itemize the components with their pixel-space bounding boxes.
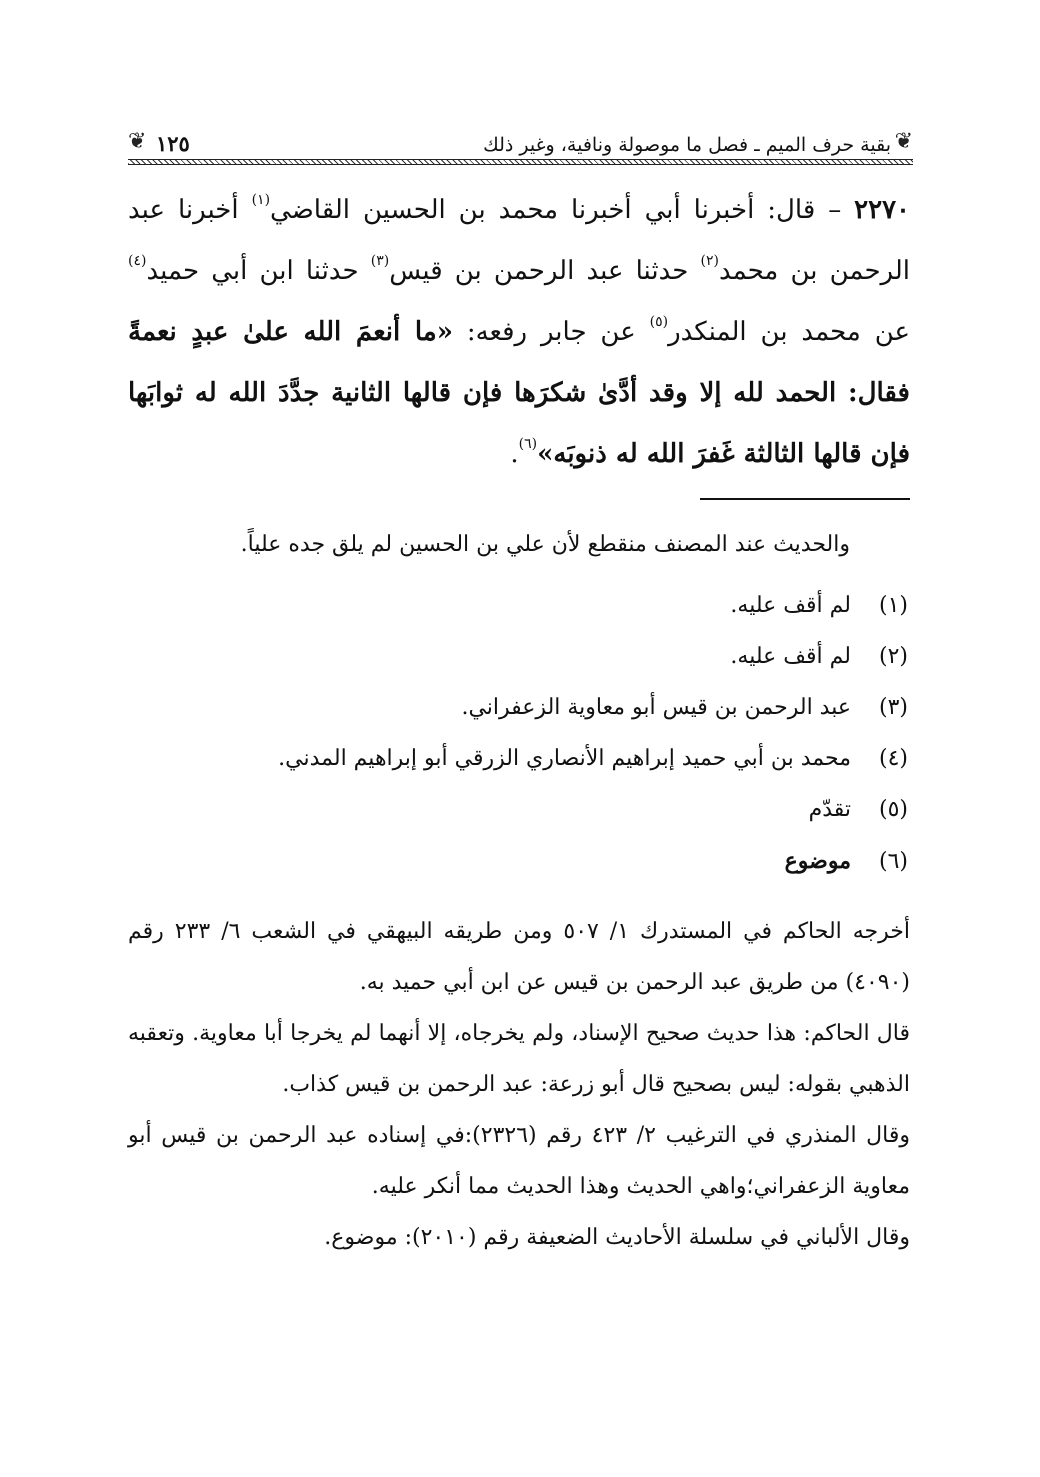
footnote-paragraph: وقال المنذري في الترغيب ٢/ ٤٢٣ رقم (٢٣٢٦):في إسناده عبد الرحمن بن قيس أبو معاوية الزعفراني؛واهي الحديث وهذا الحديث مما أنكر عليه. — [128, 1123, 911, 1199]
hadith-text — [128, 180, 910, 485]
footnote-text: محمد بن أبي حميد إبراهيم الأنصاري الزرقي أبو إبراهيم المدني. — [278, 746, 851, 771]
footnote-paragraph: أخرجه الحاكم في المستدرك ١/ ٥٠٧ ومن طريقه البيهقي في الشعب ٦/ ٢٣٣ رقم (٤٠٩٠) من طريق عبد الرحمن بن قيس عن ابن أبي حميد به. — [128, 919, 910, 995]
footnote-ref-3: (٣) — [370, 253, 390, 270]
footnote-ref-4: (٤) — [128, 253, 147, 270]
footnote-detail — [128, 906, 910, 1263]
hadith-dash: – — [815, 195, 855, 225]
footnote-list — [128, 584, 908, 890]
footnote-paragraph: قال الحاكم: هذا حديث صحيح الإسناد، ولم يخرجاه، إلا أنهما لم يخرجا أبا معاوية. وتعقبه الذهبي بقوله: ليس بصحيح قال أبو زرعة: عبد الرحمن بن قيس كذاب. — [128, 1021, 910, 1097]
page-number: ١٢٥ — [156, 131, 190, 156]
isnad-segment-5: عن محمد بن المنكدر — [668, 317, 910, 347]
isnad-segment-6: عن جابر رفعه: — [452, 317, 650, 347]
footnote-number: (٣) — [878, 695, 908, 720]
footnote-item — [128, 788, 908, 839]
hadith-number: ٢٢٧٠ — [854, 195, 911, 225]
footnote-ref-5: (٥) — [649, 314, 669, 331]
footnote-ref-1: (١) — [251, 192, 271, 209]
isnad-segment-2: أخبرنا عبد الرحمن بن محمد — [128, 195, 911, 286]
footnote-text: موضوع — [784, 848, 851, 874]
footnote-number: (٢) — [878, 644, 908, 669]
footnote-ref-6: (٦) — [518, 436, 538, 453]
footnote-number: (٥) — [878, 797, 908, 822]
hadith-end: . — [510, 439, 519, 469]
footnote-item — [128, 686, 908, 737]
isnad-segment-3: حدثنا عبد الرحمن بن قيس — [389, 256, 701, 286]
footnote-separator — [700, 498, 910, 500]
footnote-text: لم أقف عليه. — [730, 593, 851, 618]
footnote-number: (٤) — [878, 746, 908, 771]
footnote-paragraph: وقال الألباني في سلسلة الأحاديث الضعيفة رقم (٢٠١٠): موضوع. — [324, 1225, 910, 1250]
footnote-item — [128, 737, 908, 788]
footnote-number: (١) — [878, 593, 908, 618]
footnote-text: عبد الرحمن بن قيس أبو معاوية الزعفراني. — [461, 695, 851, 720]
footnote-text: تقدّم — [808, 797, 851, 822]
footnote-ref-2: (٢) — [700, 253, 719, 270]
ornament-left-icon: ❦ — [128, 129, 147, 154]
ornament-right-icon: ❦ — [894, 129, 913, 154]
header-divider — [128, 159, 913, 165]
header-title: بقية حرف الميم ـ فصل ما موصولة ونافية، وغير ذلك — [483, 134, 891, 156]
footnote-item — [128, 584, 908, 635]
footnote-number: (٦) — [878, 849, 908, 874]
running-header — [128, 128, 913, 164]
isnad-segment-4: حدثنا ابن أبي حميد — [146, 256, 371, 286]
footnote-continuation: والحديث عند المصنف منقطع لأن علي بن الحسين لم يلق جده علياً. — [240, 532, 850, 557]
footnote-text: لم أقف عليه. — [730, 644, 851, 669]
isnad-segment-1: قال: أخبرنا أبي أخبرنا محمد بن الحسين القاضي — [270, 195, 816, 225]
footnote-item — [128, 839, 908, 890]
hadith-matn: «ما أنعمَ الله علىٰ عبدٍ نعمةً فقال: الحمد لله إلا وقد أدَّىٰ شكرَها فإن قالها الثانية جدَّدَ الله له ثوابَها فإن قالها الثالثة غَفرَ الله له ذنوبَه» — [128, 317, 910, 469]
footnote-item — [128, 635, 908, 686]
